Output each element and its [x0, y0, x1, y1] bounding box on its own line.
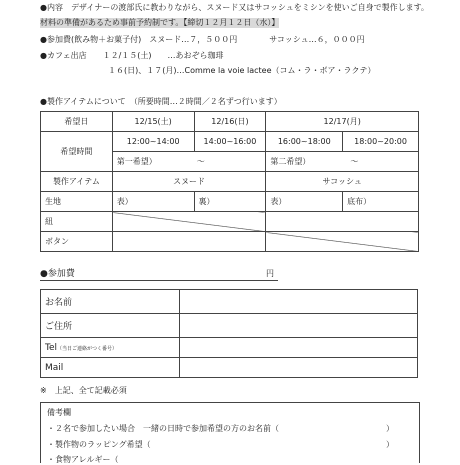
- header-line-4: ●カフェ出店 １２/１５(土) …あおぞら珈琲: [40, 51, 224, 60]
- tel-label: Tel: [45, 342, 58, 353]
- cord-na-cell: [112, 212, 266, 232]
- tel-input[interactable]: [179, 338, 417, 358]
- time-label: 希望時間: [41, 132, 113, 172]
- date-cell[interactable]: 12/16(日): [194, 112, 266, 132]
- remarks-title: 備考欄: [47, 408, 71, 417]
- remarks-box[interactable]: [40, 402, 420, 463]
- tilde: 〜: [350, 157, 359, 166]
- first-choice-cell[interactable]: [112, 152, 266, 172]
- fabric-front-sacoche[interactable]: 表）: [266, 192, 343, 212]
- cord-label: 紐: [41, 212, 113, 232]
- header-line-1: ●内容 デザイナーの渡部氏に教わりながら、スヌード又はサコッシュをミシンを使いご自身で製作します。: [40, 3, 429, 12]
- remarks-line-3: ・食物アレルギー（: [47, 455, 119, 464]
- fabric-front-snood[interactable]: 表）: [112, 192, 194, 212]
- date-cell[interactable]: 12/15(土): [112, 112, 194, 132]
- required-note: ※ 上記、全て記載必須: [40, 386, 127, 395]
- button-input[interactable]: [112, 232, 266, 252]
- tel-label-cell: [41, 338, 180, 358]
- time-slot[interactable]: 12:00~14:00: [112, 132, 194, 152]
- remarks-close: ）: [386, 440, 394, 449]
- tilde: 〜: [196, 157, 205, 166]
- address-input[interactable]: [179, 314, 417, 338]
- item-snood[interactable]: スヌード: [112, 172, 266, 192]
- section-items-title: ●製作アイテムについて （所要時間…２時間／２名ずつ行います）: [40, 97, 282, 106]
- header-line-2: 材料の準備があるため事前予約制です。【締切１２月１２日（水）】: [40, 18, 280, 27]
- mail-input[interactable]: [179, 358, 417, 378]
- date-label: 希望日: [41, 112, 113, 132]
- time-slot[interactable]: 16:00~18:00: [266, 132, 343, 152]
- button-na-cell: [266, 232, 419, 252]
- reservation-table: [40, 111, 419, 252]
- button-label: ボタン: [41, 232, 113, 252]
- fabric-back-snood[interactable]: 裏）: [194, 192, 266, 212]
- fabric-bottom-sacoche[interactable]: 底布）: [343, 192, 419, 212]
- mail-label: Mail: [41, 358, 180, 378]
- tel-note: （当日ご連絡がつく番号）: [57, 345, 118, 352]
- fee-line[interactable]: [40, 280, 278, 281]
- remarks-line-2: ・製作物のラッピング希望（: [47, 440, 151, 449]
- cord-input[interactable]: [266, 212, 419, 232]
- time-slot[interactable]: 14:00~16:00: [194, 132, 266, 152]
- remarks-close: ）: [386, 424, 394, 433]
- fee-unit: 円: [266, 269, 274, 278]
- header-line-5: １６(日)、１７(月)…Comme la voie lactee（コム・ラ・ボア・ラクテ）: [108, 66, 376, 75]
- fabric-label: 生地: [41, 192, 113, 212]
- second-choice-label: 第二希望）: [270, 157, 311, 166]
- remarks-line-1: ・２名で参加したい場合 一緒の日時で参加希望の方のお名前（: [47, 424, 279, 433]
- item-sacoche[interactable]: サコッシュ: [266, 172, 419, 192]
- second-choice-cell[interactable]: [266, 152, 419, 172]
- time-slot[interactable]: 18:00~20:00: [343, 132, 419, 152]
- date-cell[interactable]: 12/17(月): [266, 112, 419, 132]
- address-label: ご住所: [41, 314, 180, 338]
- name-label: お名前: [41, 290, 180, 314]
- contact-form: [40, 289, 418, 378]
- item-label: 製作アイテム: [41, 172, 113, 192]
- fee-label: ●参加費: [40, 269, 75, 279]
- header-line-3: ●参加費(飲み物＋お菓子付) スヌード…７，５００円 サコッシュ…６，０００円: [40, 35, 365, 44]
- first-choice-label: 第一希望）: [116, 157, 157, 166]
- name-input[interactable]: [179, 290, 417, 314]
